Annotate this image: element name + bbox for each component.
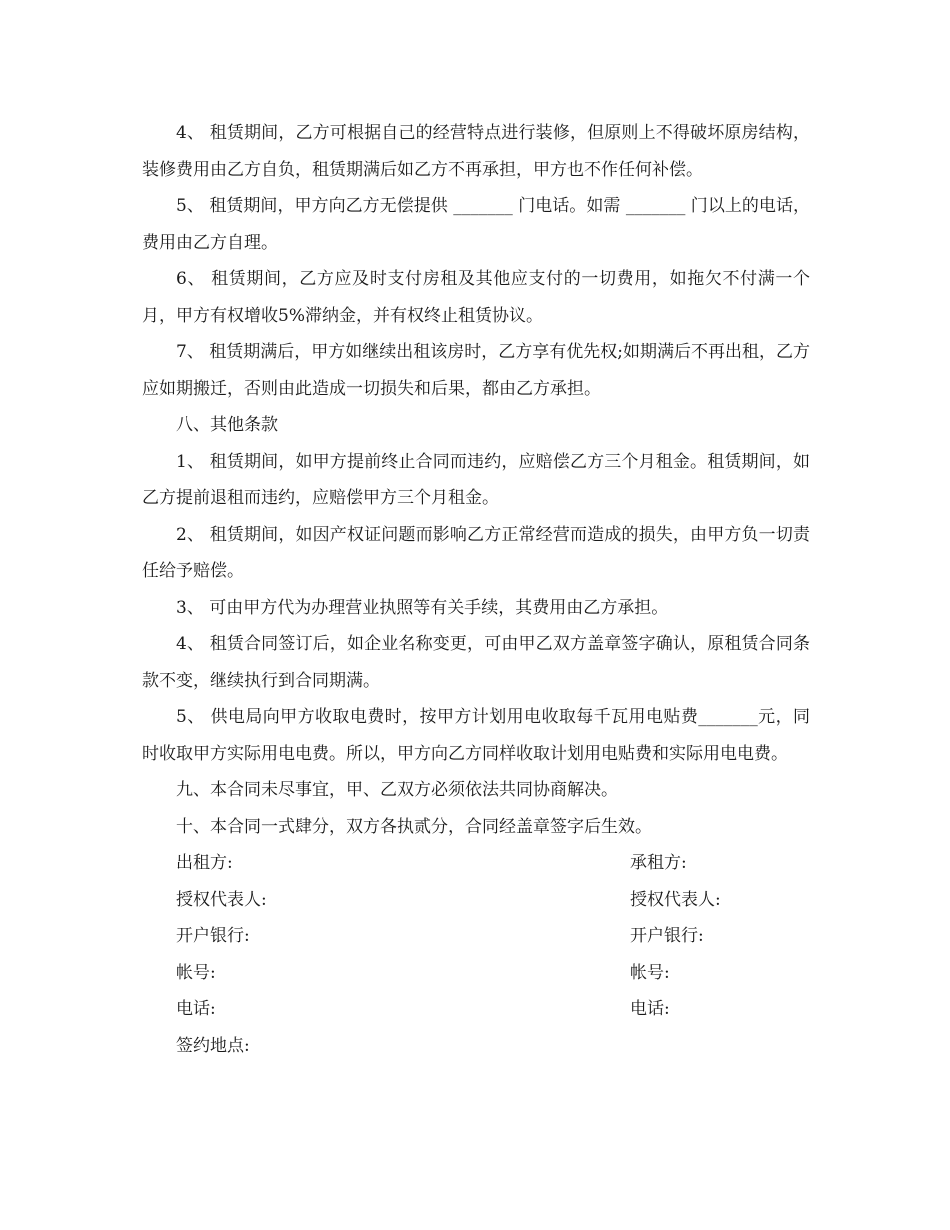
signature-row-account <box>142 955 810 992</box>
section-8-clause-3: 3、 可由甲方代为办理营业执照等有关手续，其费用由乙方承担。 <box>176 597 669 618</box>
clause-5-telephone: 5、 租赁期间，甲方向乙方无偿提供 _______ 门电话。如需 _______ 门以上的电话，费用由乙方自理。 <box>142 196 810 253</box>
section-10: 十、本合同一式肆分，双方各执贰分，合同经盖章签字后生效。 <box>176 816 652 837</box>
signature-block <box>142 845 810 1064</box>
section-8-heading: 八、其他条款 <box>176 415 278 435</box>
signature-row-party <box>142 845 810 882</box>
signature-row-place <box>142 1028 810 1065</box>
lessor-representative-label: 授权代表人: <box>176 889 267 910</box>
signature-row-phone <box>142 991 810 1028</box>
section-8-clause-2: 2、 租赁期间，如因产权证问题而影响乙方正常经营而造成的损失，由甲方负一切责任给予赔偿。 <box>142 524 810 581</box>
lessee-label: 承租方: <box>630 853 687 873</box>
lessor-phone-label: 电话: <box>176 999 216 1019</box>
lessor-account-label: 帐号: <box>176 962 216 983</box>
section-8-clause-5: 5、 供电局向甲方收取电费时，按甲方计划用电收取每千瓦用电贴费_______元，同时收取甲方实际用电电费。所以，甲方向乙方同样收取计划用电贴费和实际用电电费。 <box>142 707 810 764</box>
signing-place-label: 签约地点: <box>176 1035 250 1056</box>
clause-4-renovation: 4、 租赁期间，乙方可根据自己的经营特点进行装修，但原则上不得破坏原房结构，装修费用由乙方自负，租赁期满后如乙方不再承担，甲方也不作任何补偿。 <box>142 123 810 180</box>
section-8-clause-4: 4、 租赁合同签订后，如企业名称变更，可由甲乙双方盖章签字确认，原租赁合同条款不变，继续执行到合同期满。 <box>142 634 810 691</box>
contract-body <box>142 115 810 1064</box>
clause-6-payment: 6、 租赁期间，乙方应及时支付房租及其他应支付的一切费用，如拖欠不付满一个月，甲方有权增收5%滞纳金，并有权终止租赁协议。 <box>142 269 810 326</box>
clause-7-expiry: 7、 租赁期满后，甲方如继续出租该房时，乙方享有优先权;如期满后不再出租，乙方应如期搬迁，否则由此造成一切损失和后果，都由乙方承担。 <box>142 342 810 399</box>
lessee-representative-label: 授权代表人: <box>630 889 721 910</box>
signature-row-representative <box>142 882 810 919</box>
lessee-bank-label: 开户银行: <box>630 926 704 946</box>
section-8-clause-1: 1、 租赁期间，如甲方提前终止合同而违约，应赔偿乙方三个月租金。租赁期间，如乙方提前退租而违约，应赔偿甲方三个月租金。 <box>142 451 810 508</box>
lessor-bank-label: 开户银行: <box>176 926 250 946</box>
section-9: 九、本合同未尽事宜，甲、乙双方必须依法共同协商解决。 <box>176 780 618 800</box>
signature-row-bank <box>142 918 810 955</box>
lessee-account-label: 帐号: <box>630 962 670 983</box>
lessor-label: 出租方: <box>176 853 233 873</box>
lessee-phone-label: 电话: <box>630 999 670 1019</box>
